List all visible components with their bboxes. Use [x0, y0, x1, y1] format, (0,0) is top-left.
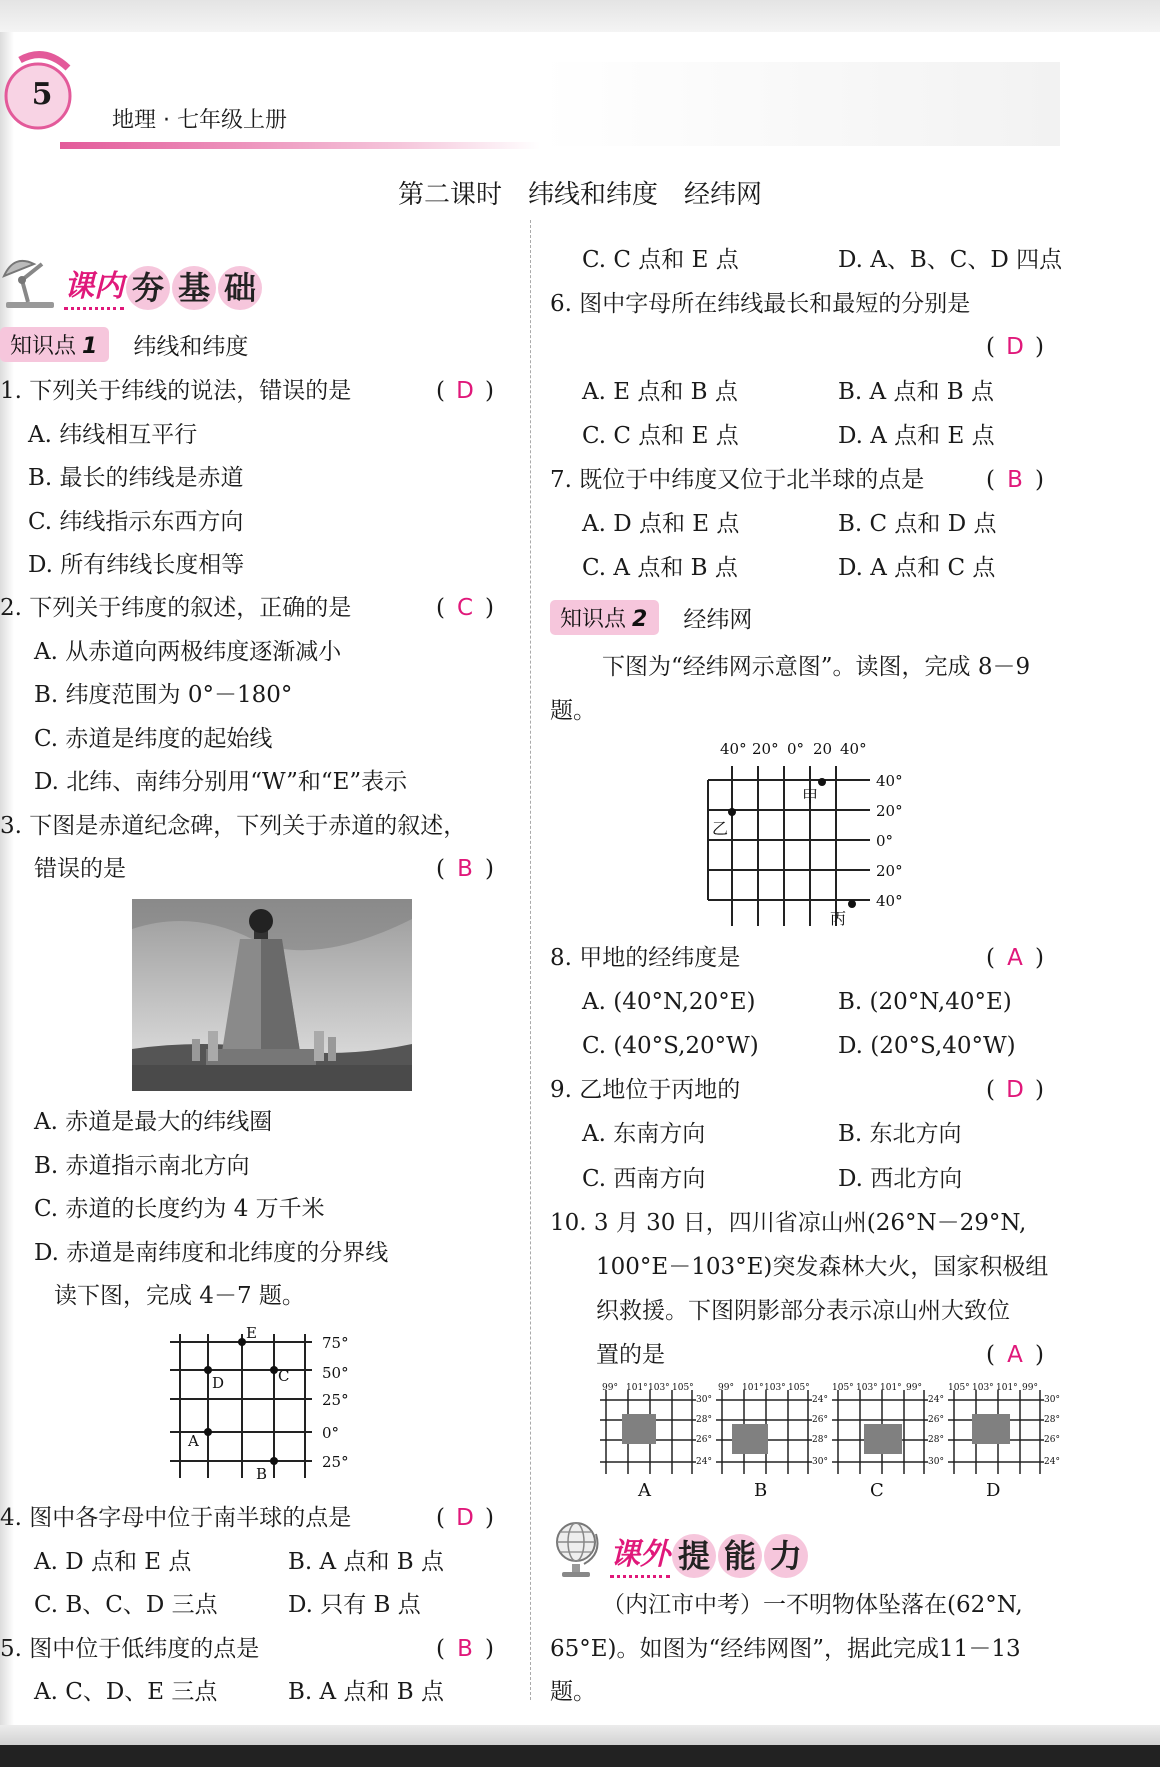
fig2-lat-4: 20° — [876, 862, 903, 880]
fig1-lat-0: 0° — [322, 1424, 340, 1442]
q8-option-b: B. (20°N,40°E) — [838, 989, 1012, 1015]
section-advanced-b3: 力 — [764, 1534, 808, 1578]
q9-option-d: D. 西北方向 — [838, 1166, 963, 1192]
page-number-badge — [4, 62, 74, 132]
fig3-a-top-1: 99° — [602, 1383, 618, 1393]
fig1-label-b: B — [256, 1465, 268, 1483]
q4-stem: 4. 图中各字母中位于南半球的点是 — [0, 1505, 352, 1531]
fig1-label-e: E — [246, 1324, 257, 1342]
q2-stem: 2. 下列关于纬度的叙述，正确的是 — [0, 595, 352, 621]
fig2-lat-5: 40° — [876, 892, 903, 910]
q7-answer: B — [1007, 467, 1023, 493]
q2-option-a: A. 从赤道向两极纬度逐渐减小 — [34, 639, 342, 665]
fig2-lon-5: 40° — [840, 740, 867, 758]
q9-option-c: C. 西南方向 — [582, 1166, 706, 1192]
q8-option-a: A. (40°N,20°E) — [582, 989, 756, 1015]
fig1-lat-25n: 25° — [322, 1391, 349, 1409]
q10-answer: A — [1007, 1342, 1023, 1368]
fig1-point-c — [270, 1366, 278, 1374]
fig2-lon-2: 20° — [752, 740, 779, 758]
fig3-d-top-3: 101° — [996, 1383, 1018, 1393]
fig2-point-yi — [728, 808, 736, 816]
q6-option-a: A. E 点和 B 点 — [582, 379, 738, 405]
fig3-d-top-2: 103° — [972, 1383, 994, 1393]
kp2-title: 经纬网 — [683, 607, 753, 633]
q10-line2: 100°E－103°E)突发森林大火，国家积极组 — [596, 1254, 1049, 1280]
outro-line1: （内江市中考）一不明物体坠落在(62°N, — [602, 1592, 1023, 1618]
fig3-label-a: A — [638, 1480, 651, 1501]
header-underline — [60, 142, 540, 149]
fig1-point-b — [270, 1457, 278, 1465]
section-basic-a: 课内 — [64, 261, 124, 310]
fig3-b-r-3: 28° — [812, 1435, 828, 1445]
q5-answer: B — [457, 1636, 473, 1662]
fig3-a-r-3: 26° — [696, 1435, 712, 1445]
column-divider — [530, 220, 531, 1700]
q2-option-d: D. 北纬、南纬分别用“W”和“E”表示 — [34, 769, 408, 795]
outro-line2: 65°E)。如图为“经纬网图”，据此完成11－13 — [550, 1636, 1021, 1662]
fig3-b-top-1: 99° — [718, 1383, 734, 1393]
q4-option-a: A. D 点和 E 点 — [34, 1549, 192, 1575]
q10-line3: 织救援。下图阴影部分表示凉山州大致位 — [596, 1298, 1010, 1324]
q2-answer: C — [456, 595, 474, 621]
q1-answer-paren: ( D ) — [436, 378, 494, 404]
fig3-a-top-4: 105° — [672, 1383, 694, 1393]
kp2-tag: 知识点 — [560, 607, 627, 632]
fig3-c-top-1: 105° — [832, 1383, 854, 1393]
fig3-d-top-4: 99° — [1022, 1383, 1038, 1393]
fig3-a-r-4: 24° — [696, 1457, 712, 1467]
fig2-point-jia — [818, 778, 826, 786]
header-subject: 地理 · 七年级上册 — [112, 108, 287, 133]
fig2-lon-4: 20 — [813, 740, 833, 758]
fig2-lon-1: 40° — [720, 740, 747, 758]
figure-latitude-grid — [160, 1326, 390, 1486]
fig3-b-top-3: 103° — [764, 1383, 786, 1393]
section-basic — [0, 250, 262, 310]
fig1-point-a — [204, 1428, 212, 1436]
q2-option-b: B. 纬度范围为 0°－180° — [34, 682, 293, 708]
fig1-label-a: A — [188, 1432, 199, 1450]
fig1-label-c: C — [278, 1367, 290, 1385]
q9-option-b: B. 东北方向 — [838, 1121, 962, 1147]
q7-option-d: D. A 点和 C 点 — [838, 555, 996, 581]
fig3-c-r-4: 30° — [928, 1457, 944, 1467]
fig3-d-r-1: 30° — [1044, 1395, 1060, 1405]
fig3-label-d: D — [986, 1480, 1001, 1501]
q1-option-c: C. 纬线指示东西方向 — [28, 509, 244, 535]
section-advanced-b1: 提 — [672, 1534, 716, 1578]
fig3-d-r-2: 28° — [1044, 1415, 1060, 1425]
q9-option-a: A. 东南方向 — [582, 1121, 706, 1147]
knowledge-point-2 — [550, 600, 752, 635]
fig3-a-r-1: 30° — [696, 1395, 712, 1405]
q7-option-a: A. D 点和 E 点 — [582, 511, 740, 537]
fig2-lat-1: 40° — [876, 772, 903, 790]
q6-option-d: D. A 点和 E 点 — [838, 423, 995, 449]
page-top-edge — [0, 0, 1160, 32]
q4-option-b: B. A 点和 B 点 — [288, 1549, 444, 1575]
fig3-grid-a — [600, 1383, 712, 1501]
q1-option-a: A. 纬线相互平行 — [28, 422, 198, 448]
q10-line1: 10. 3 月 30 日，四川省凉山州(26°N－29°N, — [550, 1210, 1027, 1236]
fig3-d-r-4: 24° — [1044, 1457, 1060, 1467]
page-number: 5 — [31, 77, 53, 112]
q5-option-a: A. C、D、E 三点 — [34, 1679, 218, 1705]
q6-answer: D — [1006, 334, 1024, 360]
section-advanced-b2: 能 — [718, 1534, 762, 1578]
globe-icon — [550, 1518, 604, 1578]
q9-answer-paren: ( D ) — [986, 1077, 1044, 1103]
q1-option-b: B. 最长的纬线是赤道 — [28, 465, 244, 491]
section-basic-b3: 础 — [218, 266, 262, 310]
knowledge-point-1 — [0, 327, 248, 362]
page-bottom-edge — [0, 1725, 1160, 1745]
kp1-num: 1 — [82, 334, 98, 359]
q5-option-c: C. C 点和 E 点 — [582, 247, 739, 273]
q7-stem: 7. 既位于中纬度又位于北半球的点是 — [550, 467, 925, 493]
fig3-c-top-4: 99° — [906, 1383, 922, 1393]
q4-option-c: C. B、C、D 三点 — [34, 1592, 218, 1618]
fig3-d-top-1: 105° — [948, 1383, 970, 1393]
q1-answer: D — [456, 378, 474, 404]
fig1-lat-50: 50° — [322, 1364, 349, 1382]
q6-option-c: C. C 点和 E 点 — [582, 423, 739, 449]
figure-four-grids — [596, 1383, 1060, 1502]
q3-option-a: A. 赤道是最大的纬线圈 — [34, 1109, 273, 1135]
lesson-title: 第二课时 纬线和纬度 经纬网 — [397, 180, 762, 210]
fig2-lon-3: 0° — [787, 740, 805, 758]
q5-answer-paren: ( B ) — [436, 1636, 494, 1662]
fig3-a-top-3: 103° — [648, 1383, 670, 1393]
fig2-label-bing: 丙 — [830, 909, 847, 928]
section-basic-b2: 基 — [172, 266, 216, 310]
q1-stem: 1. 下列关于纬线的说法，错误的是 — [0, 378, 352, 404]
kp1-title: 纬线和纬度 — [133, 334, 249, 360]
fig2-point-bing — [848, 900, 856, 908]
kp2-num: 2 — [632, 607, 648, 632]
fig3-b-top-4: 105° — [788, 1383, 810, 1393]
q8-answer-paren: ( A ) — [986, 945, 1044, 971]
fig3-c-r-1: 24° — [928, 1395, 944, 1405]
fig3-c-r-3: 28° — [928, 1435, 944, 1445]
fig2-label-jia: 甲 — [802, 787, 819, 806]
fig3-d-r-3: 26° — [1044, 1435, 1060, 1445]
fig3-b-r-1: 24° — [812, 1395, 828, 1405]
section-advanced-a: 课外 — [610, 1529, 670, 1578]
q7-option-c: C. A 点和 B 点 — [582, 555, 738, 581]
q3-option-c: C. 赤道的长度约为 4 万千米 — [34, 1196, 325, 1222]
fig1-lat-75: 75° — [322, 1334, 349, 1352]
q9-stem: 9. 乙地位于丙地的 — [550, 1077, 741, 1103]
fig1-point-d — [204, 1366, 212, 1374]
q3-option-b: B. 赤道指示南北方向 — [34, 1153, 250, 1179]
fig2-label-yi: 乙 — [712, 819, 729, 838]
fig3-grid-c — [832, 1383, 944, 1501]
q3-answer: B — [457, 856, 473, 882]
q3-option-d: D. 赤道是南纬度和北纬度的分界线 — [34, 1240, 389, 1266]
section-advanced — [550, 1518, 808, 1578]
q8-option-c: C. (40°S,20°W) — [582, 1033, 759, 1059]
outro-line3: 题。 — [550, 1679, 596, 1705]
fig2-lat-2: 20° — [876, 802, 903, 820]
fig3-grid-b — [716, 1383, 828, 1501]
section-basic-b1: 夯 — [126, 266, 170, 310]
read-4-7-instruction: 读下图，完成 4－7 题。 — [54, 1283, 305, 1309]
q6-stem: 6. 图中字母所在纬线最长和最短的分别是 — [550, 291, 971, 317]
q4-answer: D — [456, 1505, 474, 1531]
q4-answer-paren: ( D ) — [436, 1505, 494, 1531]
intro-8-9-line2: 题。 — [550, 698, 596, 724]
q7-option-b: B. C 点和 D 点 — [838, 511, 997, 537]
q10-answer-paren: ( A ) — [986, 1342, 1044, 1368]
equator-monument-photo — [132, 899, 412, 1091]
q2-option-c: C. 赤道是纬度的起始线 — [34, 726, 273, 752]
q10-line4: 置的是 — [596, 1342, 665, 1368]
fig3-b-top-2: 101° — [742, 1383, 764, 1393]
header-band — [540, 62, 1060, 146]
q2-answer-paren: ( C ) — [436, 595, 494, 621]
q4-option-d: D. 只有 B 点 — [288, 1592, 421, 1618]
q8-answer: A — [1007, 945, 1023, 971]
q6-answer-paren: ( D ) — [986, 334, 1044, 360]
fig3-grid-d — [948, 1383, 1060, 1501]
q1-option-d: D. 所有纬线长度相等 — [28, 552, 245, 578]
q6-option-b: B. A 点和 B 点 — [838, 379, 994, 405]
kp1-tag: 知识点 — [10, 334, 77, 359]
q5-option-b: B. A 点和 B 点 — [288, 1679, 444, 1705]
fig1-label-d: D — [212, 1374, 225, 1392]
q9-answer: D — [1006, 1077, 1024, 1103]
intro-8-9-line1: 下图为“经纬网示意图”。读图，完成 8－9 — [602, 654, 1031, 680]
q3-stem-line2: 错误的是 — [34, 856, 126, 882]
fig3-c-top-2: 103° — [856, 1383, 878, 1393]
fig3-c-top-3: 101° — [880, 1383, 902, 1393]
q5-stem: 5. 图中位于低纬度的点是 — [0, 1636, 260, 1662]
q3-answer-paren: ( B ) — [436, 856, 494, 882]
fig1-lat-25s: 25° — [322, 1453, 349, 1471]
fig1-point-e — [238, 1338, 246, 1346]
fig3-b-r-4: 30° — [812, 1457, 828, 1467]
fig3-label-b: B — [754, 1480, 768, 1501]
fig2-lat-3: 0° — [876, 832, 894, 850]
q3-stem-line1: 3. 下图是赤道纪念碑，下列关于赤道的叙述， — [0, 813, 467, 839]
fig3-c-r-2: 26° — [928, 1415, 944, 1425]
q8-option-d: D. (20°S,40°W) — [838, 1033, 1016, 1059]
lamp-icon — [0, 250, 62, 310]
fig3-b-r-2: 26° — [812, 1415, 828, 1425]
q5-option-d: D. A、B、C、D 四点 — [838, 247, 1063, 273]
q7-answer-paren: ( B ) — [986, 467, 1044, 493]
screen-bottom-bar — [0, 1745, 1160, 1767]
figure-graticule — [700, 736, 920, 930]
q8-stem: 8. 甲地的经纬度是 — [550, 945, 741, 971]
fig3-a-r-2: 28° — [696, 1415, 712, 1425]
fig3-label-c: C — [870, 1480, 884, 1501]
fig3-a-top-2: 101° — [626, 1383, 648, 1393]
